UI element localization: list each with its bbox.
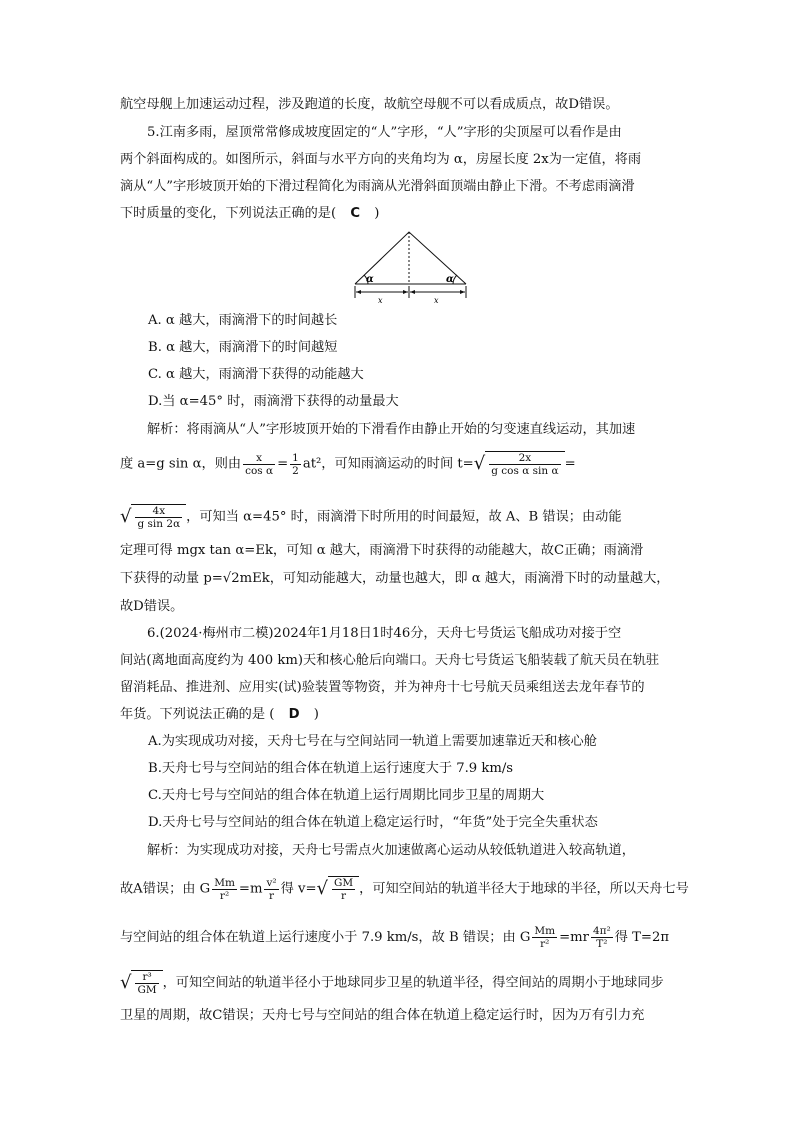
analysis-line: 下获得的动量 p=√2mEk，可知动能越大，动量也越大，即 α 越大，雨滴滑下时的动量越大， xyxy=(120,571,670,586)
stem-text: 年货。下列说法正确的是 ( xyxy=(120,707,275,722)
option-b: B. α 越大，雨滴滑下的时间越短 xyxy=(148,340,338,355)
angle-label: α xyxy=(366,274,374,285)
text-line xyxy=(120,205,379,223)
analysis-line: √ $\frac{\text{r³}}{GM}$ ，可知空间站的轨道半径小于地球同步卫星的轨道半径，得空间站的周期小于地球同步 xyxy=(120,971,664,996)
roof-figure xyxy=(350,228,472,304)
angle-label: α xyxy=(446,274,454,285)
fraction: $\frac{Mm}{\text{r²}}$ xyxy=(214,876,235,902)
analysis-line: 与空间站的组合体在轨道上运行速度小于 7.9 km/s，故 B 错误；由 G $\frac{Mm}{\text{r²}}$ =mr $\frac{\text{4π²}}{\text{T²}}$ 得 T=2π xyxy=(120,925,670,950)
question-5-stem: 5.江南多雨，屋顶常常修成坡度固定的“人”字形，“人”字形的尖顶屋可以看作是由 xyxy=(147,125,622,140)
radical: $\frac{\text{r³}}{GM}$ xyxy=(131,970,162,996)
answer-letter: C xyxy=(350,206,361,221)
analysis-line: 故D错误。 xyxy=(120,599,184,614)
stem-text: ) xyxy=(313,707,319,722)
analysis-5: 解析：将雨滴从“人”字形坡顶开始的下滑看作由静止开始的匀变速直线运动，其加速 xyxy=(147,422,636,437)
option-c: C. α 越大，雨滴滑下获得的动能越大 xyxy=(148,367,364,382)
text-line: 间站(离地面高度约为 400 km)天和核心舱后向端口。天舟七号货运飞船装载了航天员在轨驻 xyxy=(120,653,660,668)
length-label: x xyxy=(434,296,439,304)
stem-text: ) xyxy=(374,206,380,221)
fraction: $\frac{Mm}{\text{r²}}$ xyxy=(534,925,556,950)
option-a: A.为实现成功对接，天舟七号在与空间站同一轨道上需要加速靠近天和核心舱 xyxy=(148,734,597,749)
analysis-line: 卫星的周期，故C错误；天舟七号与空间站的组合体在轨道上稳定运行时，因为万有引力充 xyxy=(120,1008,645,1023)
analysis-line: 定理可得 mgx tan α=Ek，可知 α 越大，雨滴滑下时获得的动能越大，故C正确；雨滴滑 xyxy=(120,543,644,558)
fraction: $\frac{x}{\text{cos α}}$ xyxy=(245,451,274,477)
analysis-line: √ $\frac{4x}{\text{g sin 2α}}$ ，可知当 α=45° 时，雨滴滑下时所用的时间最短，故 A、B 错误；由动能 xyxy=(120,505,622,530)
option-d: D.天舟七号与空间站的组合体在轨道上稳定运行时，“年货”处于完全失重状态 xyxy=(148,815,598,830)
fraction: $\frac{\text{v²}}{r}$ xyxy=(266,876,277,902)
option-c: C.天舟七号与空间站的组合体在轨道上运行周期比同步卫星的周期大 xyxy=(148,788,545,803)
text-line: 滴从“人”字形坡顶开始的下滑过程简化为雨滴从光滑斜面顶端由静止下滑。不考虑雨滴滑 xyxy=(120,179,635,194)
text-line: 两个斜面构成的。如图所示，斜面与水平方向的夹角均为 α，房屋长度 2x为一定值，将雨 xyxy=(120,152,642,167)
analysis-6: 解析：为实现成功对接，天舟七号需点火加速做离心运动从较低轨道进入较高轨道， xyxy=(147,843,635,858)
text-line: 留消耗品、推进剂、应用实(试)验装置等物资，并为神舟十七号航天员乘组送去龙年春节的 xyxy=(120,680,645,695)
question-6-stem: 6.(2024·梅州市二模)2024年1月18日1时46分，天舟七号货运飞船成功对接于空 xyxy=(147,626,622,641)
fraction: $\frac{1}{2}$ xyxy=(292,451,299,477)
analysis-line: 故A错误；由 G $\frac{Mm}{\text{r²}}$ =m $\frac{\text{v²}}{r}$ 得 v=√ $\frac{GM}{r}$ ，可知空间站的轨道半径大于地球的半径，所以天舟七号 xyxy=(120,876,689,902)
fraction: $\frac{\text{4π²}}{\text{T²}}$ xyxy=(592,925,611,950)
stem-text: 下时质量的变化，下列说法正确的是( xyxy=(120,206,337,221)
text-line: 航空母舰上加速运动过程，涉及跑道的长度，故航空母舰不可以看成质点，故D错误。 xyxy=(120,97,619,112)
analysis-line: 度 a=g sin α，则由 $\frac{x}{\text{cos α}}$ = $\frac{1}{2}$ at²，可知雨滴运动的时间 t=√ $\frac{2x}{\text{g cos α sin α}}$ = xyxy=(120,451,576,477)
radical: $\frac{2x}{\text{g cos α sin α}}$ xyxy=(485,451,564,477)
option-a: A. α 越大，雨滴滑下的时间越长 xyxy=(148,313,338,328)
text-line xyxy=(120,706,319,724)
option-d: D.当 α=45° 时，雨滴滑下获得的动量最大 xyxy=(148,394,399,409)
length-label: x xyxy=(378,296,383,304)
answer-letter: D xyxy=(288,707,300,722)
radical: $\frac{4x}{\text{g sin 2α}}$ xyxy=(131,504,186,530)
radical: $\frac{GM}{r}$ xyxy=(328,876,359,902)
option-b: B.天舟七号与空间站的组合体在轨道上运行速度大于 7.9 km/s xyxy=(148,761,514,776)
